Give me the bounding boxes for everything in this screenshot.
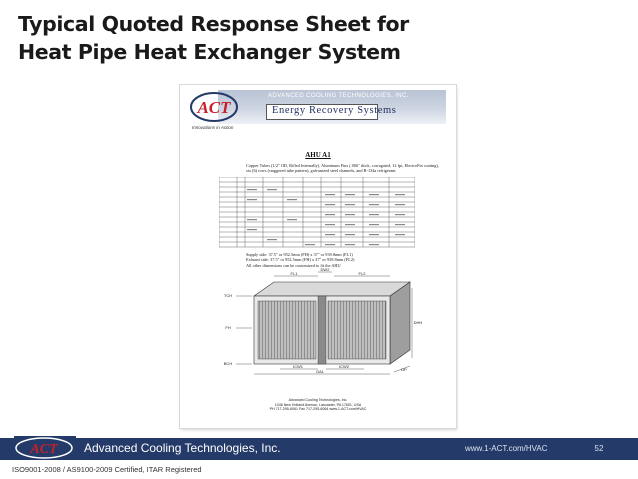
- diagram-label: FH: [225, 325, 231, 330]
- slide-title-line-2: Heat Pipe Heat Exchanger System: [18, 40, 401, 64]
- svg-text:ACT: ACT: [30, 442, 58, 457]
- header-tagline: Innovations in Action: [192, 125, 234, 130]
- footer-company: Advanced Cooling Technologies, Inc.: [288, 398, 348, 402]
- footer-company-name: Advanced Cooling Technologies, Inc.: [84, 441, 281, 455]
- header-company-name: ADVANCED COOLING TECHNOLOGIES, INC.: [268, 93, 409, 99]
- diagram-label: ICW1: [293, 364, 303, 369]
- certification-text: ISO9001-2008 / AS9100-2009 Certified, ITAR Registered: [12, 465, 202, 474]
- diagram-label: DHH: [413, 320, 423, 325]
- unit-description: Copper Tubes (1/2" OD, Rifled Internally), Aluminum Fins (.006" thick, corrugated, 12 fpi, ElectroFin coating), six (6) rows (staggered tube pattern), galvanized steel channels, and R-134a refrigerant.: [246, 163, 439, 174]
- unit-title: AHU A1: [305, 151, 331, 159]
- document-footer: [180, 398, 456, 412]
- page-number: 52: [594, 444, 604, 453]
- diagram-label: ICW2: [339, 364, 349, 369]
- footer-url-link[interactable]: www.1-ACT.com/HVAC: [465, 444, 548, 453]
- quote-sheet-document: [180, 85, 456, 428]
- dimension-note-exhaust: Exhaust side: 37.5" or 952.5mm (FH) x 37" or 939.8mm (FL2): [246, 257, 355, 263]
- svg-text:ACT: ACT: [197, 98, 231, 117]
- header-title: Energy Recovery Systems: [272, 105, 397, 116]
- footer-address: 1046 New Holland Avenue, Lancaster, PA 17601, USA: [274, 402, 362, 407]
- diagram-label: BCH: [223, 361, 233, 366]
- diagram-label: OAL: [315, 369, 325, 374]
- diagram-label: FL2: [358, 271, 366, 276]
- dimension-note-supply: Supply side: 37.5" or 952.5mm (FH) x 37" or 939.8mm (FL1): [246, 252, 353, 257]
- act-footer-logo-icon: [14, 436, 76, 460]
- footer-contact: PH 717-295-6061 Fax 717-295-6064 www.1-ACT.com/HVAC: [269, 407, 367, 412]
- act-logo-icon: [190, 90, 242, 124]
- dimension-note-custom: All other dimensions can be customized to fit the AHU: [246, 262, 341, 268]
- diagram-label: DP: [401, 367, 407, 372]
- diagram-label: DW2: [320, 268, 330, 272]
- diagram-label: FL1: [290, 271, 298, 276]
- diagram-label: TCH: [223, 293, 233, 298]
- slide-title: [18, 10, 409, 66]
- document-header: [190, 90, 446, 132]
- slide-title-line-1: Typical Quoted Response Sheet for: [18, 12, 409, 36]
- dimension-notes: [246, 252, 442, 268]
- heat-exchanger-diagram: [214, 268, 424, 378]
